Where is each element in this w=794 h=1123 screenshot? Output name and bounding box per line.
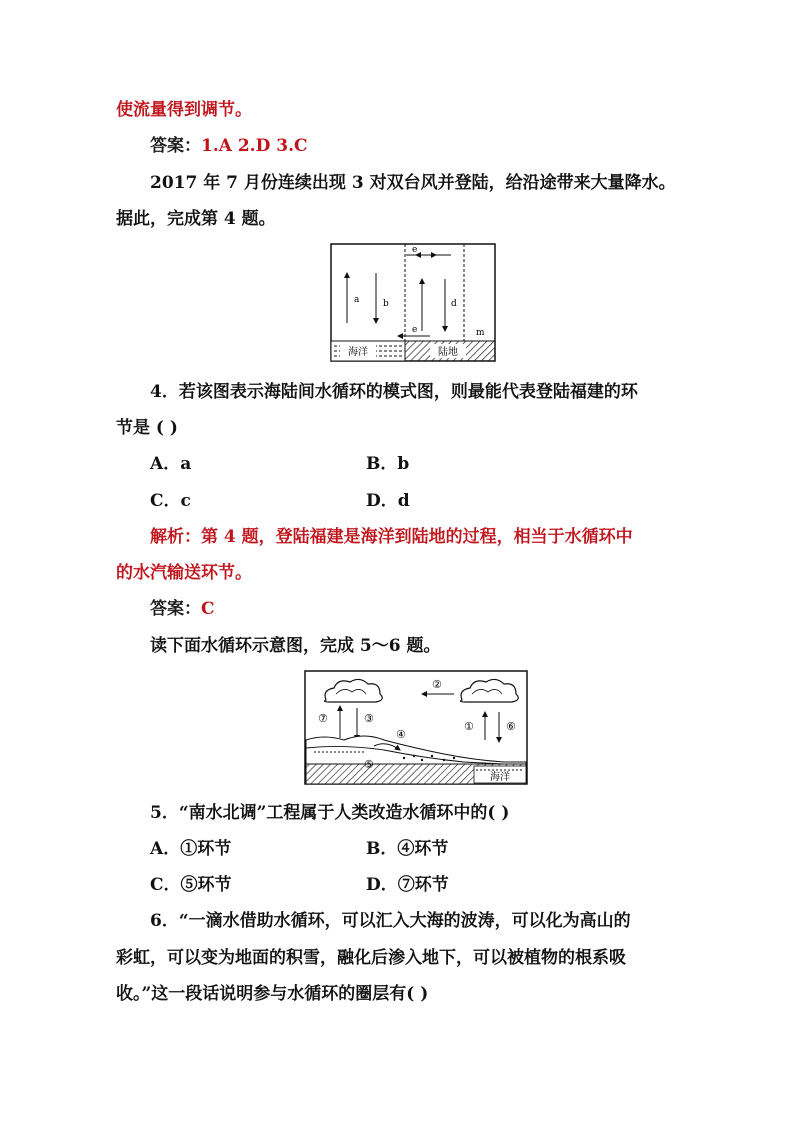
option-b: B．④环节: [366, 839, 449, 859]
answer-label: 答案：: [150, 599, 201, 619]
option-d: D．⑦环节: [366, 875, 449, 895]
label-6: ⑥: [506, 720, 516, 733]
label-7: ⑦: [318, 712, 328, 725]
question-6-cont: 收。”这一段话说明参与水循环的圈层有( ): [116, 984, 429, 1004]
question-4-cont: 节是 ( ): [116, 418, 178, 438]
option-c: C．c: [150, 491, 191, 511]
label-b: b: [383, 299, 389, 309]
option-c: C．⑤环节: [150, 875, 232, 895]
read-line: 读下面水循环示意图，完成 5～6 题。: [150, 636, 441, 656]
label-a: a: [354, 295, 360, 305]
answer-value: C: [201, 599, 215, 619]
option-a: A．①环节: [150, 839, 232, 859]
intro-line: 2017 年 7 月份连续出现 3 对双台风并登陆，给沿途带来大量降水。: [150, 173, 676, 193]
answer-label: 答案：: [150, 136, 201, 156]
answer-line: [150, 597, 215, 621]
label-c: e: [412, 245, 418, 255]
label-2: ②: [432, 678, 442, 691]
land-label: 陆地: [438, 347, 458, 358]
label-e: e: [412, 325, 418, 335]
ocean-label: 海洋: [348, 347, 368, 358]
ocean-label: 海洋: [490, 772, 510, 783]
intro-line: 据此，完成第 4 题。: [116, 209, 276, 229]
question-6: 6．“一滴水借助水循环，可以汇入大海的波涛，可以化为高山的: [150, 911, 631, 931]
label-m: m: [476, 328, 485, 338]
label-1: ①: [464, 720, 474, 733]
label-3: ③: [364, 712, 374, 725]
question-5: 5．“南水北调”工程属于人类改造水循环中的( ): [150, 803, 510, 823]
option-a: A．a: [150, 454, 192, 474]
question-4: 4．若该图表示海陆间水循环的模式图，则最能代表登陆福建的环: [150, 382, 638, 402]
answer-line: [150, 134, 308, 158]
label-5: ⑤: [364, 758, 374, 771]
option-d: D．d: [366, 491, 410, 511]
analysis-line: 的水汽输送环节。: [116, 563, 252, 583]
water-cycle-diagram: [304, 670, 528, 785]
option-b: B．b: [366, 454, 410, 474]
answer-value: 1.A 2.D 3.C: [201, 136, 308, 156]
analysis-line: 解析：第 4 题，登陆福建是海洋到陆地的过程，相当于水循环中: [150, 527, 633, 547]
text-line: 使流量得到调节。: [116, 100, 252, 120]
water-cycle-model-figure: [330, 243, 496, 362]
label-4: ④: [396, 728, 406, 741]
label-d: d: [451, 299, 457, 309]
question-6-cont: 彩虹，可以变为地面的积雪，融化后渗入地下，可以被植物的根系吸: [116, 948, 626, 968]
